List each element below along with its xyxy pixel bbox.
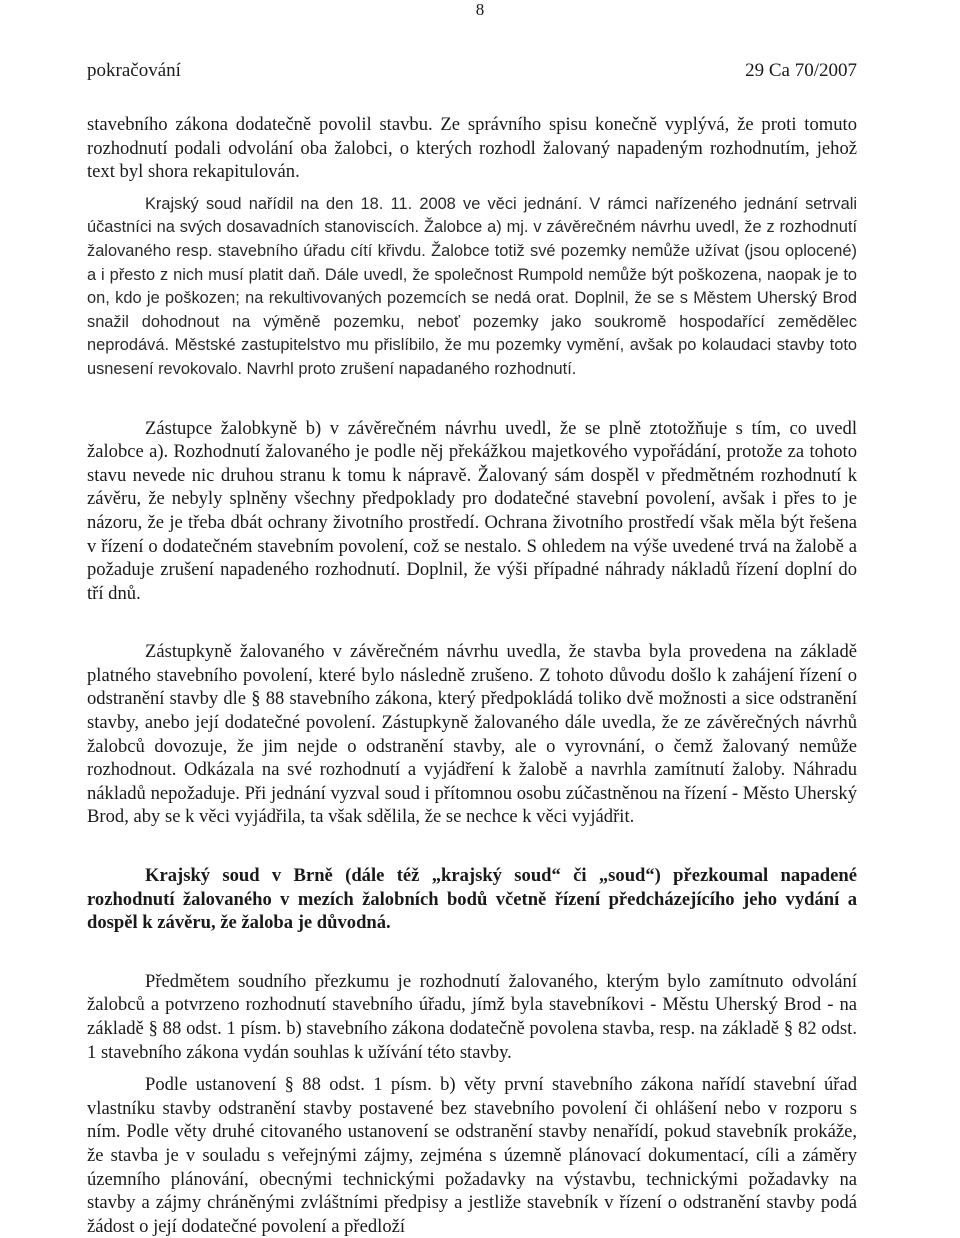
paragraph-hearing: Krajský soud nařídil na den 18. 11. 2008 ve věci jednání. V rámci nařízeného jednání setrvali účastníci na svých dosavadních stanoviscích. Žalobce a) mj. v závěrečném návrhu uvedl, že z rozhodnutí žalovaného resp. stavebního úřadu cítí křivdu. Žalobce totiž své pozemky nemůže užívat (jsou oplocené) a i přesto z nich musí platit daň. Dále uvedl, že společnost Rumpold nemůže být poškozena, naopak je to on, kdo je poškozen; na rekultivovaných pozemcích se nedá orat. Doplnil, že se s Městem Uherský Brod snažil dohodnout na výměně pozemku, neboť pozemky jako soukromě hospodařící zemědělec neprodává. Městské zastupitelstvo mu přislíbilo, že mu pozemky vymění, avšak po kolaudaci stavby toto usnesení revokovalo. Navrhl proto zrušení napadaného rozhodnutí. — [87, 194, 857, 378]
document-body — [87, 113, 857, 1238]
paragraph-legal-provision: Podle ustanovení § 88 odst. 1 písm. b) věty první stavebního zákona nařídí stavební úřad vlastníku stavby odstranění stavby postavené bez stavebního povolení či ohlášení nebo v rozporu s ním. Podle věty druhé citovaného ustanovení se odstranění stavby nenařídí, pokud stavebník prokáže, že stavba je v souladu s veřejnými zájmy, zejména s územně plánovací dokumentací, cíli a záměry územního plánování, obecnými technickými požadavky na výstavbu, technickými požadavky na stavby a zájmy chráněnými zvláštními předpisy a jestliže stavebník v řízení o odstranění stavby podá žádost o její dodatečné povolení a předloží — [87, 1074, 857, 1237]
header-case-number: 29 Ca 70/2007 — [745, 60, 857, 81]
paragraph-subject-of-review: Předmětem soudního přezkumu je rozhodnutí žalovaného, kterým bylo zamítnuto odvolání žalobců a potvrzeno rozhodnutí stavebního úřadu, jímž byla stavebníkovi - Městu Uherský Brod - na základě § 88 odst. 1 písm. b) stavebního zákona dodatečně povolena stavba, resp. na základě § 82 odst. 1 stavebního zákona vydán souhlas k užívání této stavby. — [87, 970, 857, 1063]
paragraph-continuation: stavebního zákona dodatečně povolil stavbu. Ze správního spisu konečně vyplývá, že proti tomuto rozhodnutí podali odvolání oba žalobci, o kterých rozhodl žalovaný napadeným rozhodnutím, jehož text byl shora rekapitulován. — [87, 114, 857, 183]
paragraph-defendant: Zástupkyně žalovaného v závěrečném návrhu uvedla, že stavba byla provedena na základě platného stavebního povolení, které bylo následně zrušeno. Z tohoto důvodu došlo k zahájení řízení o odstranění stavby dle § 88 stavebního zákona, který předpokládá toliko dvě možnosti a sice odstranění stavby, anebo její dodatečné povolení. Zástupkyně žalovaného dále uvedla, že ze závěrečných návrhů žalobců dovozuje, že jim nejde o odstranění stavby, ale o vyrovnání, o čemž žalovaný nemůže rozhodnout. Odkázala na své rozhodnutí a vyjádření k žalobě a navrhla zamítnutí žaloby. Náhradu nákladů nepožaduje. Při jednání vyzval soud i přítomnou osobu zúčastněnou na řízení - Město Uherský Brod, aby se k věci vyjádřila, ta však sdělila, že se nechce k věci vyjádřit. — [87, 641, 857, 828]
paragraph-plaintiff-b: Zástupce žalobkyně b) v závěrečném návrhu uvedl, že se plně ztotožňuje s tím, co uvedl žalobce a). Rozhodnutí žalovaného je podle něj překážkou majetkového vypořádání, protože za tohoto stavu nevede nic druhou stranu k tomu k nápravě. Žalovaný sám dospěl v předmětném rozhodnutí k závěru, že nebyly splněny všechny předpoklady pro dodatečné stavební povolení, avšak i přes to je názoru, že je třeba dbát ochrany životního prostředí. Ochrana životního prostředí však měla být řešena v řízení o dodatečném stavebním povolení, což se nestalo. S ohledem na výše uvedené trvá na žalobě a požaduje zrušení napadeného rozhodnutí. Doplnil, že výši případné náhrady nákladů řízení doplní do tří dnů. — [87, 417, 857, 604]
paragraph-court-review: Krajský soud v Brně (dále též „krajský soud“ či „soud“) přezkoumal napadené rozhodnutí žalovaného v mezích žalobních bodů včetně řízení předcházejícího jeho vydání a dospěl k závěru, že žaloba je důvodná. — [87, 865, 857, 934]
header-continuation-label: pokračování — [87, 60, 181, 81]
document-header — [87, 58, 857, 84]
page-number: 8 — [475, 0, 485, 19]
